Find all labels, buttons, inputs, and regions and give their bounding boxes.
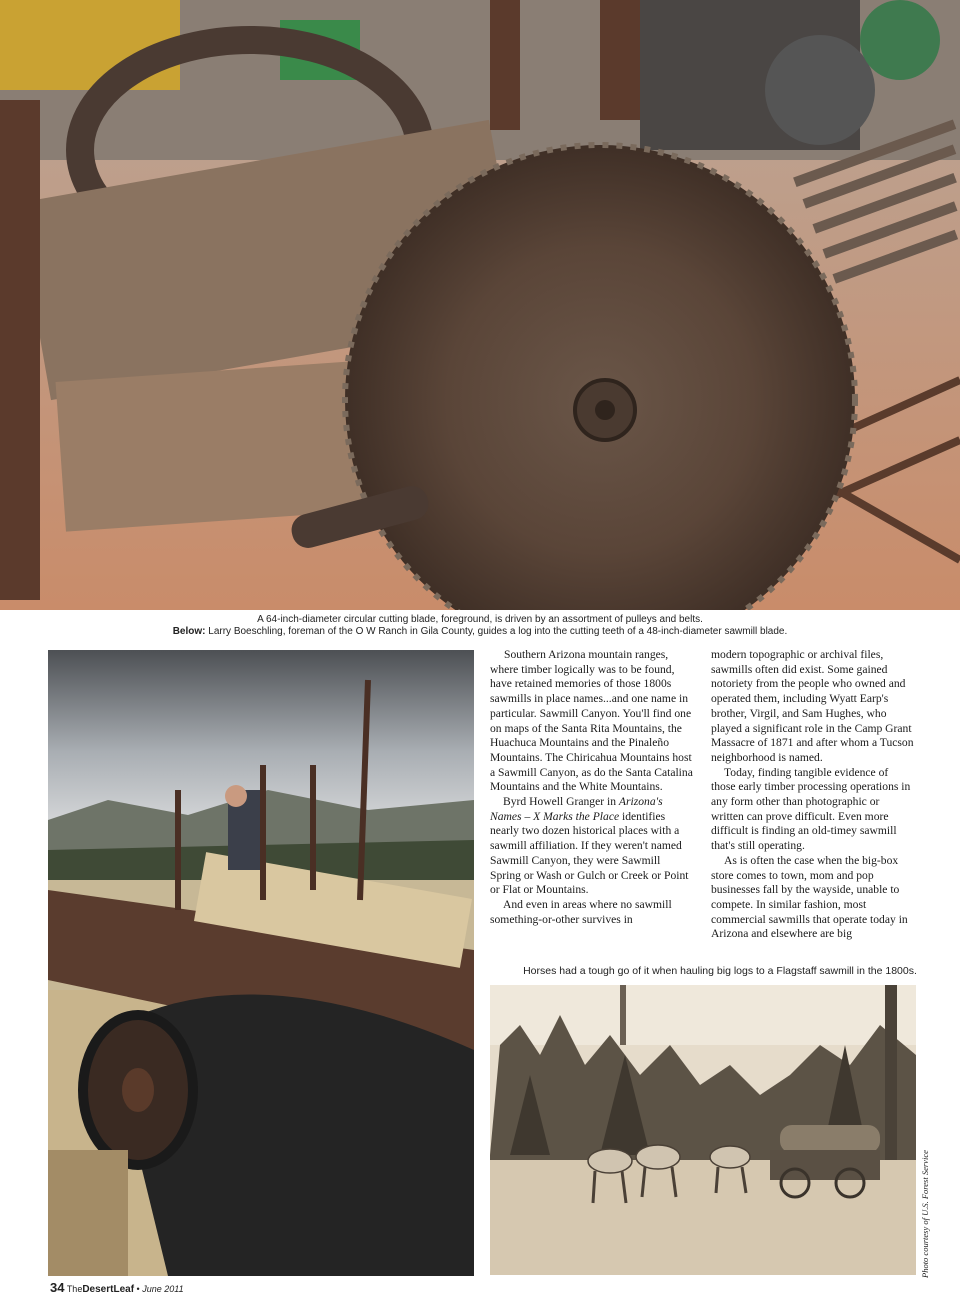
col1-p2-start: Byrd Howell Granger in	[503, 795, 619, 809]
issue-date: June 2011	[142, 1284, 184, 1294]
col1-paragraph-2	[490, 795, 694, 898]
caption-line-2	[0, 626, 960, 638]
caption-line-1: A 64-inch-diameter circular cutting blade, foreground, is driven by an assortment of pulleys and belts.	[257, 614, 703, 625]
article-column-1	[490, 648, 694, 927]
col1-paragraph-3: And even in areas where no sawmill something-or-other survives in	[490, 897, 672, 926]
horse-photo-caption: Horses had a tough go of it when hauling big logs to a Flagstaff sawmill in the 1800s.	[523, 965, 917, 977]
page-footer	[50, 1280, 184, 1295]
horse-log-hauling-photo	[490, 985, 916, 1275]
article-column-2	[711, 648, 915, 942]
photo-credit: Photo courtesy of U.S. Forest Service	[920, 1150, 930, 1278]
footer-bullet: •	[136, 1284, 140, 1294]
magazine-name: DesertLeaf	[82, 1284, 135, 1295]
col2-paragraph-3: As is often the case when the big-box store comes to town, mom and pop businesses fall by the wayside, unable to compete. In similar fashion, most commercial sawmills that operate today in Arizona and elsewhere are big	[711, 853, 908, 941]
col2-paragraph-1: modern topographic or archival files, sawmills often did exist. Some gained notoriety from the people who owned and operated them, including Wyatt Earp's brother, Virgil, and Sam Hughes, who played a significant role in the Camp Grant Massacre of 1871 and after whom a Tucson neighborhood is named.	[711, 648, 914, 764]
top-photo-captions	[0, 614, 960, 638]
col1-paragraph-1: Southern Arizona mountain ranges, where timber logically was to be found, have retained memories of those 1800s sawmills in place names...and one name in particular. Sawmill Canyon. You'll find one on maps of the Santa Rita Mountains, the Huachuca Mountains and the Pinaleño Mountains. The Chiricahua Mountains host a Sawmill Canyon, as do the Santa Catalina Mountains and the White Mountains.	[490, 648, 693, 794]
caption-line-2-text: Larry Boeschling, foreman of the O W Ranch in Gila County, guides a log into the cutting teeth of a 48-inch-diameter sawmill blade.	[208, 626, 788, 637]
sawmill-blade-photo	[0, 0, 960, 610]
col1-p2-end: identifies nearly two dozen historical places with a sawmill affiliation. If they weren't named Sawmill Canyon, they were Sawmill Spring or Wash or Gulch or Creek or Point or Flat or Mountains.	[490, 809, 689, 897]
page-number: 34	[50, 1280, 65, 1295]
magazine-the: The	[66, 1284, 83, 1294]
col2-paragraph-2: Today, finding tangible evidence of those early timber processing operations in any form other than photographic or written can prove difficult. Even more difficult is finding an old-timey sawmill that's still operating.	[711, 765, 911, 853]
caption-below-label: Below:	[172, 626, 206, 637]
book-title: Arizona's Names – X Marks the Place	[490, 795, 663, 823]
foreman-sawmill-photo	[48, 650, 474, 1276]
